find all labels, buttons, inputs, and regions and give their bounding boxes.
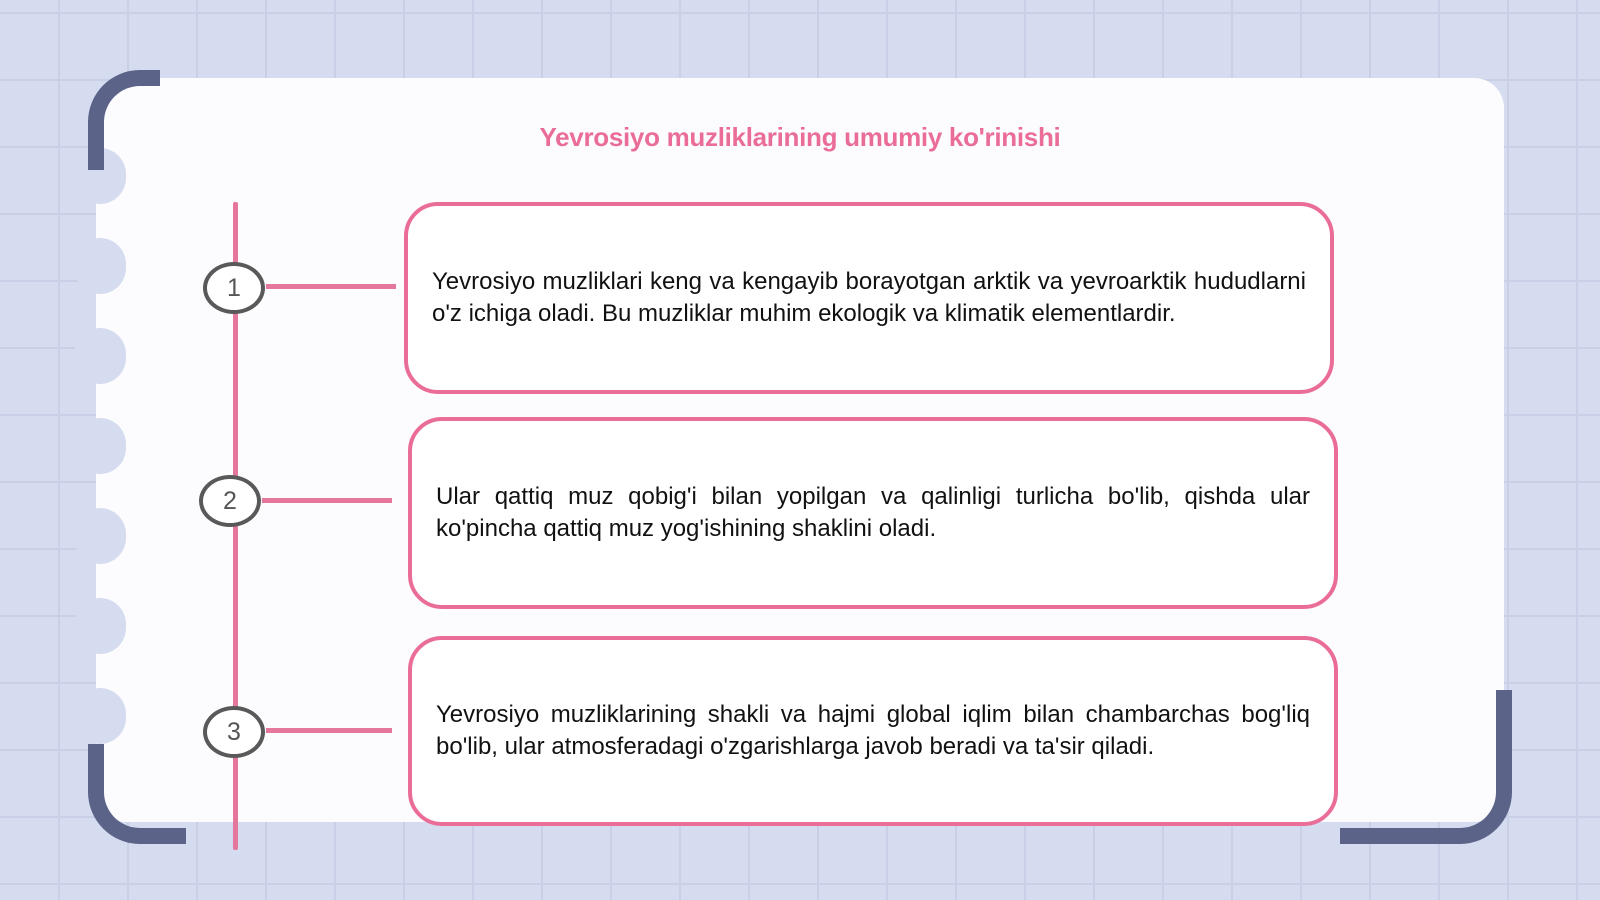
step-connector — [266, 728, 392, 733]
step-card — [408, 417, 1338, 609]
corner-bracket-bottom-right — [1340, 690, 1512, 844]
step-connector — [266, 284, 396, 289]
step-number-badge: 2 — [199, 475, 261, 527]
step-text: Yevrosiyo muzliklarining shakli va hajmi global iqlim bilan chambarchas bog'liq bo'lib, ular atmosferadagi o'zgarishlarga javob beradi va ta'sir qiladi. — [436, 701, 1310, 760]
paper-notch — [74, 238, 126, 294]
step-number-badge: 1 — [203, 262, 265, 314]
step-number-badge: 3 — [203, 706, 265, 758]
paper-notch — [74, 688, 126, 744]
paper-notch — [74, 328, 126, 384]
step-text: Yevrosiyo muzliklari keng va kengayib borayotgan arktik va yevroarktik hududlarni o'z ichiga oladi. Bu muzliklar muhim ekologik va klimatik elementlardir. — [432, 268, 1306, 327]
step-card — [408, 636, 1338, 826]
step-connector — [262, 498, 392, 503]
paper-notch — [74, 598, 126, 654]
paper-notch — [74, 418, 126, 474]
paper-notch — [74, 508, 126, 564]
corner-bracket-top-left — [88, 70, 160, 170]
corner-bracket-bottom-left — [88, 744, 186, 844]
step-text: Ular qattiq muz qobig'i bilan yopilgan va qalinligi turlicha bo'lib, qishda ular ko'pincha qattiq muz yog'ishining shaklini oladi. — [436, 483, 1310, 542]
slide-title: Yevrosiyo muzliklarining umumiy ko'rinishi — [539, 122, 1061, 152]
step-card — [404, 202, 1334, 394]
